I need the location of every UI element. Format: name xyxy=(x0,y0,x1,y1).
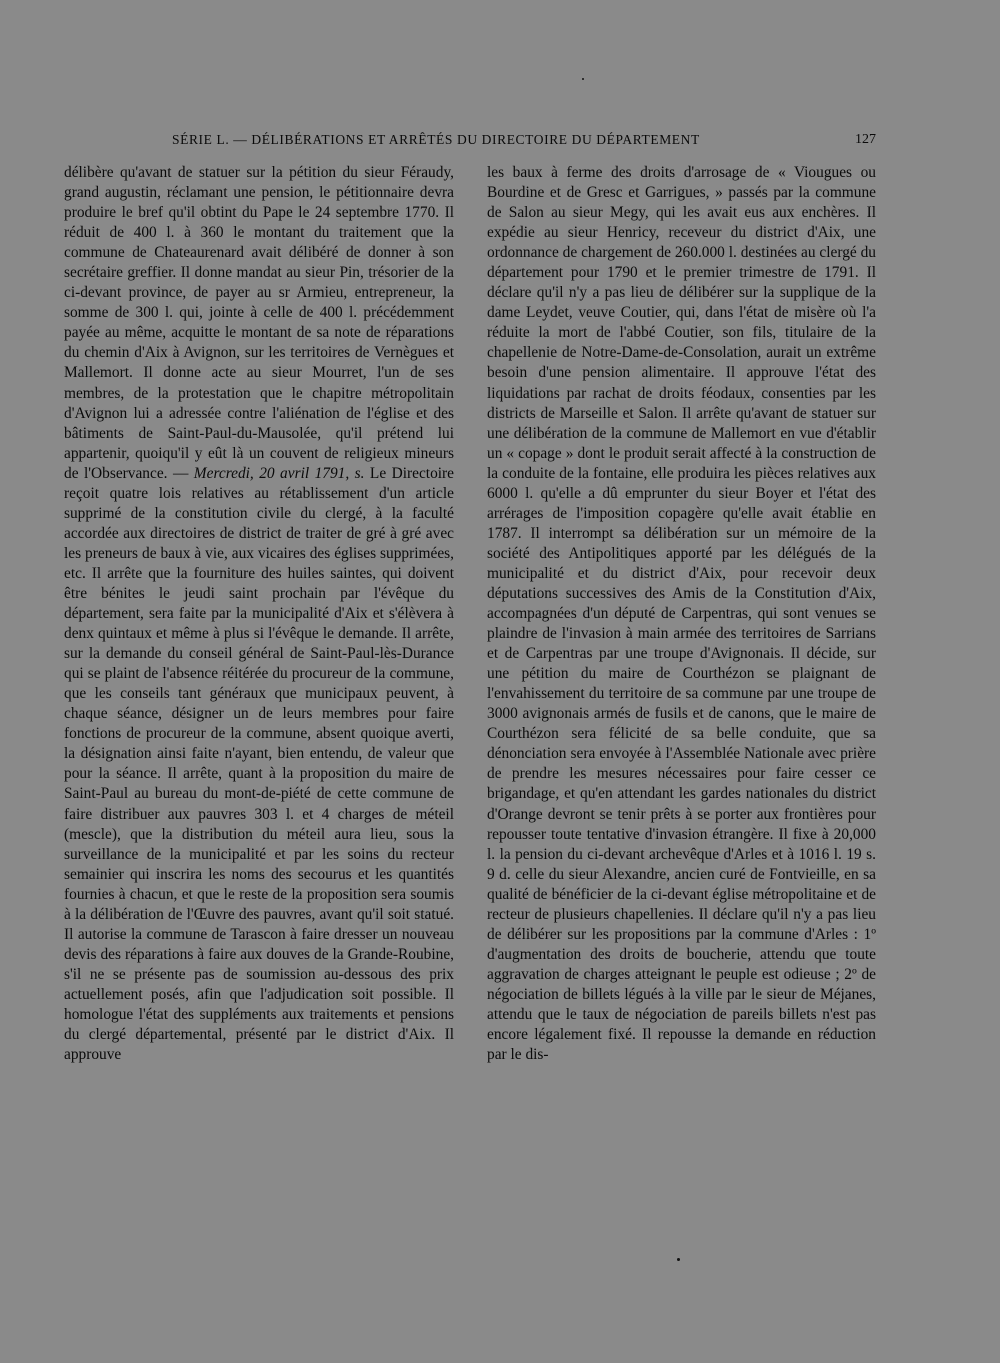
page-number: 127 xyxy=(855,132,876,147)
left-text-part-1: délibère qu'avant de statuer sur la pétition du sieur Féraudy, grand augustin, réclamant une pension, le pétitionnaire devra produire le bref qu'il obtint du Pape le 24 septembre 1770. Il réduit de 400 l. à 360 le montant du traitement que la commune de Chateaurenard avait délibéré de donner à son secrétaire greffier. Il donne mandat au sieur Pin, trésorier de la ci-devant province, de payer au sr Armieu, entrepreneur, la somme de 300 l. qui, jointe à celle de 400 l. précédemment payée au même, acquitte le montant de sa note de réparations du chemin d'Aix à Avignon, sur les territoires de Vernègues et Mallemort. Il donne acte au sieur Mourret, l'un de ses membres, de la protestation que le chapitre métropolitain d'Avignon lui a adressée contre l'aliénation de l'église et des bâtiments de Saint-Paul-du-Mausolée, qu'il prétend lui appartenir, quoiqu'il y eût là un couvent de religieux mineurs de l'Observance. — xyxy=(64,164,454,482)
date-entry: Mercredi, 20 avril 1791, s. xyxy=(193,464,365,482)
right-column-text: les baux à ferme des droits d'arrosage de « Viougues ou Bourdine et de Gresc et Garrigues, » passés par la commune de Salon au sieur Megy, qui les avait eus aux enchères. Il expédie au sieur Henricy, receveur du district d'Aix, une ordonnance de chargement de 260.000 l. destinées au clergé du département pour 1790 et le premier trimestre de 1791. Il déclare qu'il n'y a pas lieu de délibérer sur la supplique de la dame Leydet, veuve Coutier, qui, dans l'état de misère où l'a réduite la mort de l'abbé Coutier, son fils, titulaire de la chapellenie de Notre-Dame-de-Consolation, aurait un extrême besoin d'une pension alimentaire. Il approuve l'état des liquidations par rachat de droits féodaux, consenties par les districts de Marseille et Salon. Il arrête qu'avant de statuer sur une délibération de la commune de Mallemort en vue d'établir un « copage » dont le produit serait affecté à la construction de la conduite de la fontaine, elle produira les pièces relatives aux 6000 l. qu'elle a dû emprunter du sieur Boyer et l'état des arrérages de l'imposition copagère qu'elle avait établie en 1787. Il interrompt sa délibération sur un mémoire de la société des Antipolitiques apporté par les délégués de la municipalité et du district d'Aix, pour recevoir deux députations successives des Amis de la Constitution d'Aix, accompagnées d'un député de Carpentras, qui sont venues se plaindre de l'invasion à main armée des territoires de Sarrians et de Carpentras par une troupe d'Avignonais. Il décide, sur une pétition du maire de Courthézon se plaignant de l'envahissement du territoire de sa commune par une troupe de 3000 avignonais armés de fusils et de canons, que le maire de Courthézon sera félicité de sa belle conduite, que sa dénonciation sera envoyée à l'Assemblée Nationale avec prière de prendre les mesures nécessaires pour faire cesser ce brigandage, et qu'en attendant les gardes nationales du district d'Orange devront se tenir prêts à se porter aux frontières pour repousser toute tentative d'invasion étrangère. Il fixe à 20,000 l. la pension du ci-devant archevêque d'Arles et à 1016 l. 19 s. 9 d. celle du sieur Alexandre, ancien curé de Fontvieille, en sa qualité de bénéficier de la ci-devant église métropolitaine et de recteur de plusieurs chapellenies. Il déclare qu'il n'y a pas lieu de délibérer sur les propositions par la commune d'Arles : 1º d'augmentation des droits de boucherie, attendu que toute aggravation de charges atteignant le peuple est odieuse ; 2º de négociation de billets légués à la ville par le sieur de Méjanes, attendu que le taux de négociation de pareils billets n'est pas encore légalement fixé. Il repousse la demande en réduction par le dis- xyxy=(487,164,876,1064)
scan-speck xyxy=(582,78,584,80)
running-title: SÉRIE L. — DÉLIBÉRATIONS ET ARRÊTÉS DU DIRECTOIRE DU DÉPARTEMENT xyxy=(172,132,700,147)
scan-speck xyxy=(677,1258,680,1261)
running-header xyxy=(172,132,878,152)
right-column xyxy=(487,163,876,1193)
left-column xyxy=(64,163,454,1193)
left-text-part-2: Le Directoire reçoit quatre lois relatives au rétablissement d'un article supprimé de la constitution civile du clergé, à la faculté accordée aux directoires de district de traiter de gré à gré avec les preneurs de baux à vie, aux vicaires des églises supprimées, etc. Il arrête que la fourniture des huiles saintes, qui doivent être bénites le jeudi saint prochain par l'évêque du département, sera faite par la municipalité d'Aix et s'élèvera à denx quintaux et même à plus si l'évêque le demande. Il arrête, sur la demande du conseil général de Saint-Paul-lès-Durance qui se plaint de l'absence réitérée du procureur de la commune, que les conseils tant généraux que municipaux peuvent, à chaque séance, désigner un de leurs membres pour faire fonctions de procureur de la commune, absent quoique averti, la désignation ainsi faite n'ayant, bien entendu, de valeur que pour la séance. Il arrête, quant à la proposition du maire de Saint-Paul au bureau du mont-de-piété de cette commune de faire distribuer aux pauvres 303 l. et 4 charges de méteil (mescle), que la distribution du méteil aura lieu, sous la surveillance de la municipalité et par les soins du recteur semainier qui inscrira les noms des secourus et les quantités fournies à chacun, et que le reste de la proposition sera soumis à la délibération de l'Œuvre des pauvres, avant qu'il soit statué. Il autorise la commune de Tarascon à faire dresser un nouveau devis des réparations à faire aux douves de la Grande-Roubine, s'il ne se présente pas de soumission au-dessous des prix actuellement posés, afin que l'adjudication soit possible. Il homologue l'état des suppléments aux traitements et pensions du clergé départemental, présenté par le district d'Aix. Il approuve xyxy=(64,464,454,1064)
left-column-text xyxy=(64,163,454,1065)
